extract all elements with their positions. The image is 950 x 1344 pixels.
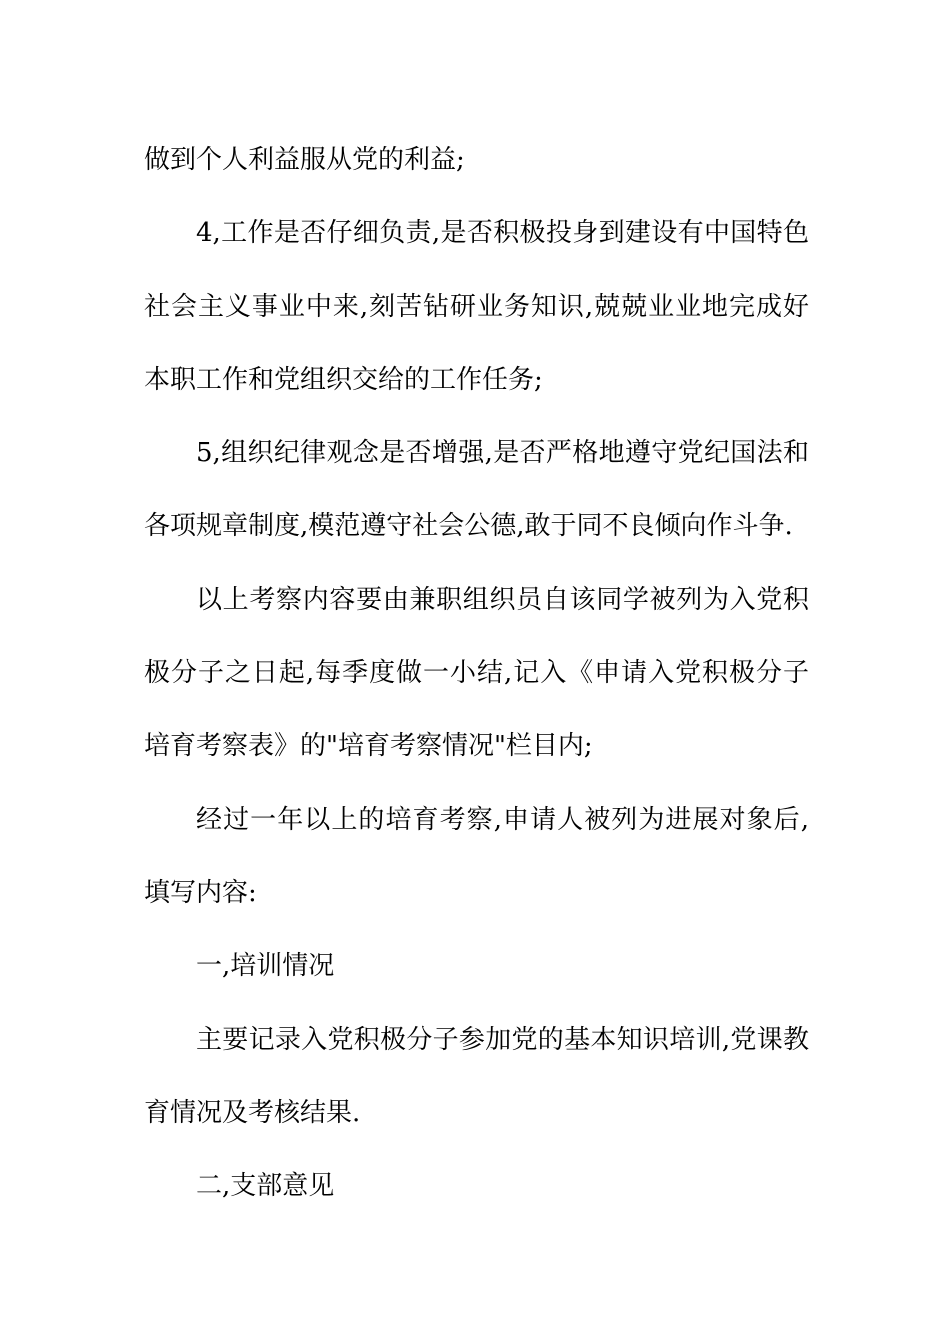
paragraph-training-details: 主要记录入党积极分子参加党的基本知识培训,党课教育情况及考核结果. [144,1024,809,1128]
paragraph-after-one-year: 经过一年以上的培育考察,申请人被列为进展对象后,填写内容: [144,804,809,908]
heading-training: 一,培训情况 [196,951,335,982]
paragraph-item-5: 5,组织纪律观念是否增强,是否严格地遵守党纪国法和各项规章制度,模范遵守社会公德,敢于同不良倾向作斗争. [144,438,809,542]
heading-branch-opinion: 二,支部意见 [196,1171,335,1202]
paragraph-summary: 以上考察内容要由兼职组织员自该同学被列为入党积极分子之日起,每季度做一小结,记入《申请入党积极分子培育考察表》的"培育考察情况"栏目内; [144,584,809,762]
document-body [144,124,809,1223]
paragraph-item-4: 4,工作是否仔细负责,是否积极投身到建设有中国特色社会主义事业中来,刻苦钻研业务知识,兢兢业业地完成好本职工作和党组织交给的工作任务; [144,218,809,395]
paragraph-continuation: 做到个人利益服从党的利益; [144,145,465,175]
